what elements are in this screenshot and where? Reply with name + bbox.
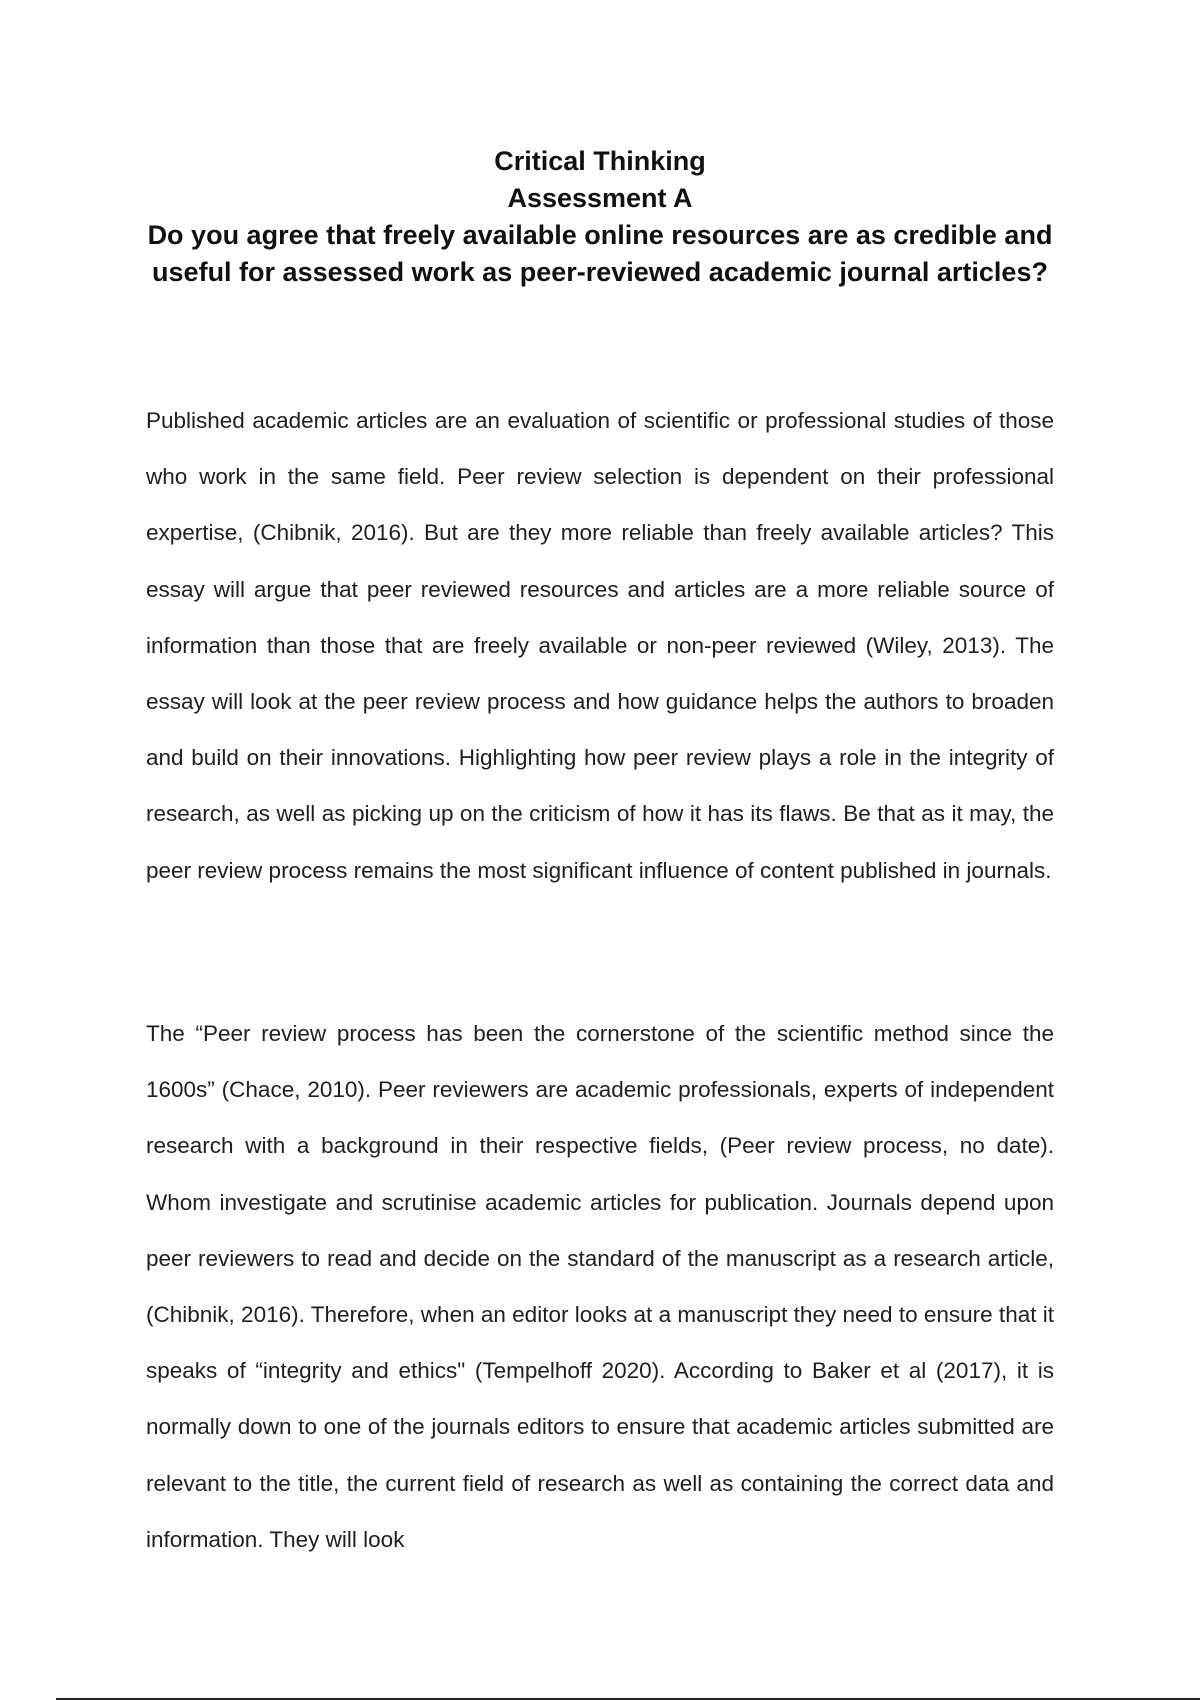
body-paragraph-1: Published academic articles are an evaluation of scientific or professional studies of those who work in the same field. Peer review selection is dependent on their professional expertise, (Chibnik, 2016). But are they more reliable than freely available articles? This essay will argue that peer reviewed resources and articles are a more reliable source of information than those that are freely available or non-peer reviewed (Wiley, 2013). The essay will look at the peer review process and how guidance helps the authors to broaden and build on their innovations. Highlighting how peer review plays a role in the integrity of research, as well as picking up on the criticism of how it has its flaws. Be that as it may, the peer review process remains the most significant influence of content published in journals.	[146, 408, 1054, 883]
document-title: Critical Thinking	[494, 146, 706, 176]
body-paragraph-2: The “Peer review process has been the cornerstone of the scientific method since the 1600s” (Chace, 2010). Peer reviewers are academic professionals, experts of independent research with a background in their respective fields, (Peer review process, no date). Whom investigate and scrutinise academic articles for publication. Journals depend upon peer reviewers to read and decide on the standard of the manuscript as a research article, (Chibnik, 2016). Therefore, when an editor looks at a manuscript they need to ensure that it speaks of “integrity and ethics" (Tempelhoff 2020). According to Baker et al (2017), it is normally down to one of the journals editors to ensure that academic articles submitted are relevant to the title, the current field of research as well as containing the correct data and information. They will look	[146, 1021, 1054, 1552]
document-subtitle: Assessment A	[507, 183, 693, 213]
document-header	[130, 143, 1070, 291]
essay-question: Do you agree that freely available online resources are as credible and useful for assessed work as peer-reviewed academic journal articles?	[147, 220, 1053, 287]
